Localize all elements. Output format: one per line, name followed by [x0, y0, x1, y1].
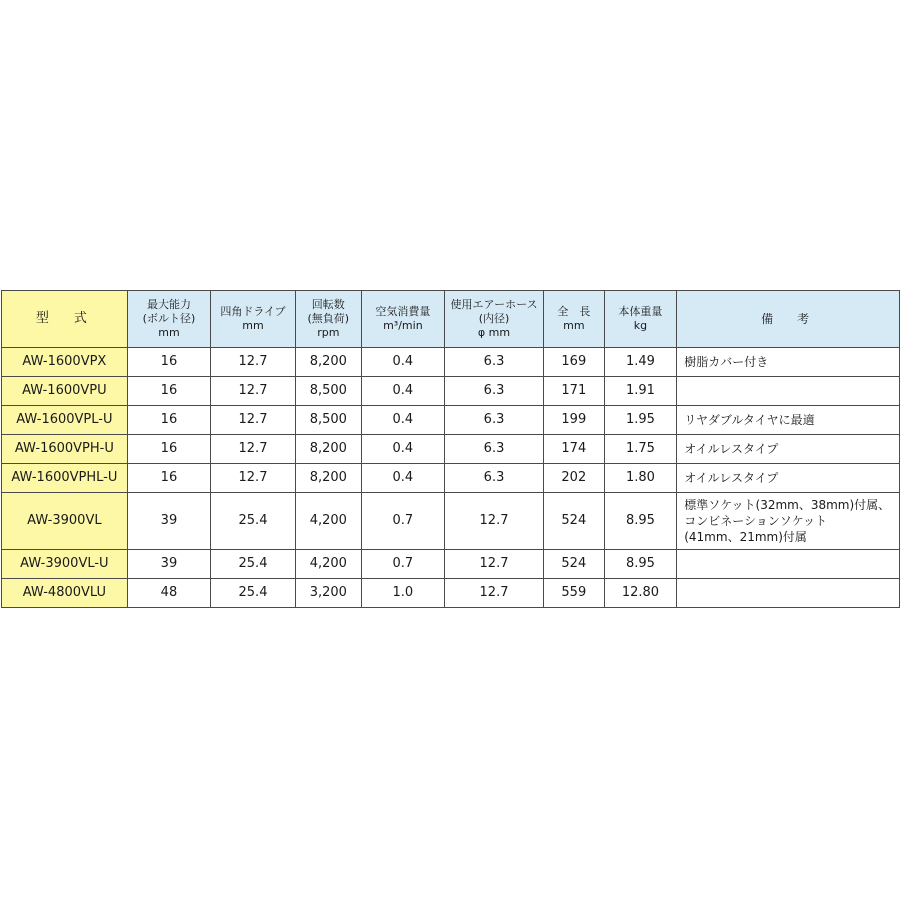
cell-remarks [677, 579, 900, 608]
cell-rpm: 8,500 [295, 406, 361, 435]
cell-square-drive: 12.7 [211, 406, 296, 435]
header-air-consumption-line1: 空気消費量 [375, 305, 431, 318]
cell-remarks [677, 550, 900, 579]
cell-model: AW-3900VL-U [2, 550, 128, 579]
cell-weight: 8.95 [604, 550, 677, 579]
cell-air-hose: 12.7 [445, 579, 544, 608]
cell-air-consumption: 0.4 [361, 377, 444, 406]
header-length [544, 291, 605, 348]
cell-rpm: 8,200 [295, 464, 361, 493]
remark-line: (41mm、21mm)付属 [684, 530, 807, 544]
cell-max-capacity: 16 [127, 464, 210, 493]
remark-line: オイルレスタイプ [684, 442, 779, 456]
cell-remarks [677, 435, 900, 464]
spec-table [1, 290, 900, 608]
cell-model: AW-1600VPL-U [2, 406, 128, 435]
cell-air-hose: 6.3 [445, 377, 544, 406]
header-weight-unit: kg [633, 319, 648, 332]
cell-rpm: 8,200 [295, 348, 361, 377]
cell-remarks [677, 377, 900, 406]
cell-length: 174 [544, 435, 605, 464]
cell-air-hose: 6.3 [445, 348, 544, 377]
header-air-hose-line1: 使用エアーホース [450, 298, 538, 311]
remark-line: 樹脂カバー付き [684, 355, 769, 369]
cell-air-hose: 6.3 [445, 435, 544, 464]
header-air-hose [445, 291, 544, 348]
cell-remarks [677, 464, 900, 493]
cell-max-capacity: 39 [127, 493, 210, 550]
header-air-consumption-unit: m³/min [383, 319, 423, 332]
cell-air-consumption: 1.0 [361, 579, 444, 608]
cell-weight: 12.80 [604, 579, 677, 608]
cell-weight: 1.95 [604, 406, 677, 435]
cell-rpm: 4,200 [295, 550, 361, 579]
table-row [2, 435, 900, 464]
cell-air-consumption: 0.4 [361, 435, 444, 464]
cell-model: AW-3900VL [2, 493, 128, 550]
cell-air-hose: 12.7 [445, 550, 544, 579]
header-square-drive-unit: mm [242, 319, 264, 332]
header-max-capacity-unit: mm [158, 326, 180, 339]
table-row [2, 493, 900, 550]
header-max-capacity-line2: (ボルト径) [142, 312, 196, 325]
cell-rpm: 8,200 [295, 435, 361, 464]
header-rotation-unit: rpm [317, 326, 340, 339]
table-row [2, 464, 900, 493]
cell-air-consumption: 0.4 [361, 464, 444, 493]
header-remarks: 備 考 [677, 291, 900, 348]
cell-weight: 1.91 [604, 377, 677, 406]
remark-line: リヤダブルタイヤに最適 [684, 413, 815, 427]
table-row [2, 550, 900, 579]
table-row [2, 579, 900, 608]
table-body [2, 348, 900, 608]
header-rotation-line2: (無負荷) [307, 312, 350, 325]
remark-line: オイルレスタイプ [684, 471, 779, 485]
cell-air-hose: 6.3 [445, 406, 544, 435]
cell-square-drive: 12.7 [211, 348, 296, 377]
cell-model: AW-4800VLU [2, 579, 128, 608]
cell-weight: 1.49 [604, 348, 677, 377]
cell-rpm: 8,500 [295, 377, 361, 406]
cell-square-drive: 12.7 [211, 464, 296, 493]
cell-max-capacity: 16 [127, 406, 210, 435]
cell-remarks [677, 493, 900, 550]
cell-air-hose: 12.7 [445, 493, 544, 550]
cell-length: 199 [544, 406, 605, 435]
header-square-drive-line1: 四角ドライブ [220, 305, 286, 318]
cell-weight: 1.80 [604, 464, 677, 493]
header-row [2, 291, 900, 348]
remark-line: コンビネーションソケット [684, 514, 828, 528]
cell-square-drive: 25.4 [211, 550, 296, 579]
header-air-consumption [361, 291, 444, 348]
cell-model: AW-1600VPX [2, 348, 128, 377]
cell-remarks [677, 348, 900, 377]
cell-length: 171 [544, 377, 605, 406]
cell-model: AW-1600VPHL-U [2, 464, 128, 493]
cell-weight: 8.95 [604, 493, 677, 550]
cell-max-capacity: 39 [127, 550, 210, 579]
remark-line: 標準ソケット(32mm、38mm)付属、 [684, 498, 891, 512]
header-rotation-line1: 回転数 [311, 298, 345, 311]
cell-square-drive: 25.4 [211, 493, 296, 550]
cell-air-hose: 6.3 [445, 464, 544, 493]
cell-square-drive: 12.7 [211, 377, 296, 406]
cell-air-consumption: 0.7 [361, 493, 444, 550]
cell-max-capacity: 16 [127, 377, 210, 406]
cell-square-drive: 12.7 [211, 435, 296, 464]
header-length-line1: 全 長 [557, 305, 591, 318]
cell-rpm: 3,200 [295, 579, 361, 608]
cell-remarks [677, 406, 900, 435]
cell-length: 524 [544, 550, 605, 579]
cell-rpm: 4,200 [295, 493, 361, 550]
header-square-drive [211, 291, 296, 348]
header-max-capacity-line1: 最大能力 [146, 298, 191, 311]
cell-length: 202 [544, 464, 605, 493]
cell-model: AW-1600VPH-U [2, 435, 128, 464]
table-row [2, 377, 900, 406]
table-row [2, 348, 900, 377]
cell-square-drive: 25.4 [211, 579, 296, 608]
header-length-unit: mm [563, 319, 585, 332]
header-weight [604, 291, 677, 348]
header-weight-line1: 本体重量 [618, 305, 663, 318]
cell-max-capacity: 16 [127, 348, 210, 377]
cell-length: 169 [544, 348, 605, 377]
header-air-hose-unit: φ mm [477, 326, 511, 339]
cell-weight: 1.75 [604, 435, 677, 464]
cell-max-capacity: 16 [127, 435, 210, 464]
cell-air-consumption: 0.4 [361, 348, 444, 377]
header-max-capacity [127, 291, 210, 348]
cell-length: 559 [544, 579, 605, 608]
cell-air-consumption: 0.4 [361, 406, 444, 435]
header-air-hose-line2: (内径) [478, 312, 510, 325]
header-model: 型 式 [2, 291, 128, 348]
cell-model: AW-1600VPU [2, 377, 128, 406]
cell-length: 524 [544, 493, 605, 550]
cell-air-consumption: 0.7 [361, 550, 444, 579]
header-rotation [295, 291, 361, 348]
cell-max-capacity: 48 [127, 579, 210, 608]
table-row [2, 406, 900, 435]
